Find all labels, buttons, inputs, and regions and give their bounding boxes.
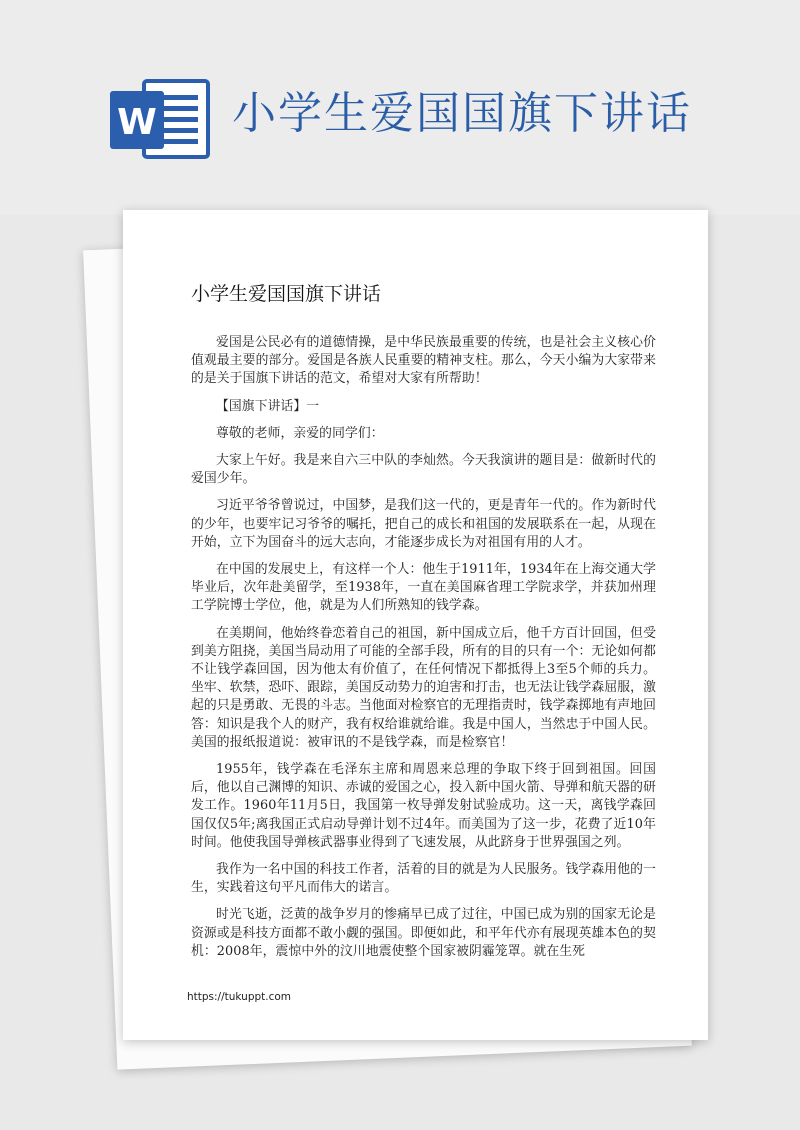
header-band [0,0,800,215]
paragraph: 1955年，钱学森在毛泽东主席和周恩来总理的争取下终于回到祖国。回国后，他以自己渊博的知识、赤诚的爱国之心，投入新中国火箭、导弹和航天器的研发工作。1960年11月5日，我国第一枚导弹发射试验成功。这一天，离钱学森回国仅仅5年;离我国正式启动导弹计划不过4年。而美国为了这一步，花费了近10年时间。他使我国导弹核武器事业得到了飞速发展，从此跻身于世界强国之列。 [191,762,656,850]
paragraph: 习近平爷爷曾说过，中国梦，是我们这一代的，更是青年一代的。作为新时代的少年，也要牢记习爷爷的嘱托，把自己的成长和祖国的发展联系在一起，从现在开始，立下为国奋斗的远大志向，才能逐步成长为对祖国有用的人才。 [191,498,656,550]
paragraph-greeting: 尊敬的老师，亲爱的同学们： [216,425,384,441]
document-body [191,280,656,970]
paragraph: 时光飞逝，泛黄的战争岁月的惨痛早已成了过往，中国已成为别的国家无论是资源或是科技方面都不敢小觑的强国。即便如此，和平年代亦有展现英雄本色的契机：2008年，震惊中外的汶川地震使整个国家被阴霾笼罩。就在生死 [191,907,656,959]
paragraph: 在中国的发展史上，有这样一个人：他生于1911年，1934年在上海交通大学毕业后，次年赴美留学，至1938年，一直在美国麻省理工学院求学，并获加州理工学院博士学位，他，就是为人们所熟知的钱学森。 [191,562,656,614]
paragraph-intro: 爱国是公民必有的道德情操，是中华民族最重要的传统，也是社会主义核心价值观最主要的部分。爱国是各族人民重要的精神支柱。那么，今天小编为大家带来的是关于国旗下讲话的范文，希望对大家有所帮助！ [191,335,656,387]
paragraph: 我作为一名中国的科技工作者，活着的目的就是为人民服务。钱学森用他的一生，实践着这句平凡而伟大的诺言。 [191,862,656,896]
word-logo-icon [108,75,216,163]
document-title: 小学生爱国国旗下讲话 [191,283,382,305]
page-title: 小学生爱国国旗下讲话 [232,88,692,139]
paragraph-section-heading: 【国旗下讲话】一 [216,398,320,414]
svg-text:W: W [117,102,157,143]
footer-url: https://tukuppt.com [187,991,292,1003]
paragraph: 在美期间，他始终眷恋着自己的祖国，新中国成立后，他千方百计回国，但受到美方阻挠，美国当局动用了可能的全部手段，所有的目的只有一个：无论如何都不让钱学森回国，因为他太有价值了，在任何情况下都抵得上3至5个师的兵力。坐牢、软禁，恐吓、跟踪，美国反动势力的迫害和打击，也无法让钱学森屈服，激起的只是勇敢、无畏的斗志。当他面对检察官的无理指责时，钱学森掷地有声地回答：知识是我个人的财产，我有权给谁就给谁。我是中国人，当然忠于中国人民。美国的报纸报道说：被审讯的不是钱学森，而是检察官！ [191,625,656,750]
document-page [123,210,708,1040]
paragraph: 大家上午好。我是来自六三中队的李灿然。今天我演讲的题目是：做新时代的爱国少年。 [191,453,656,487]
